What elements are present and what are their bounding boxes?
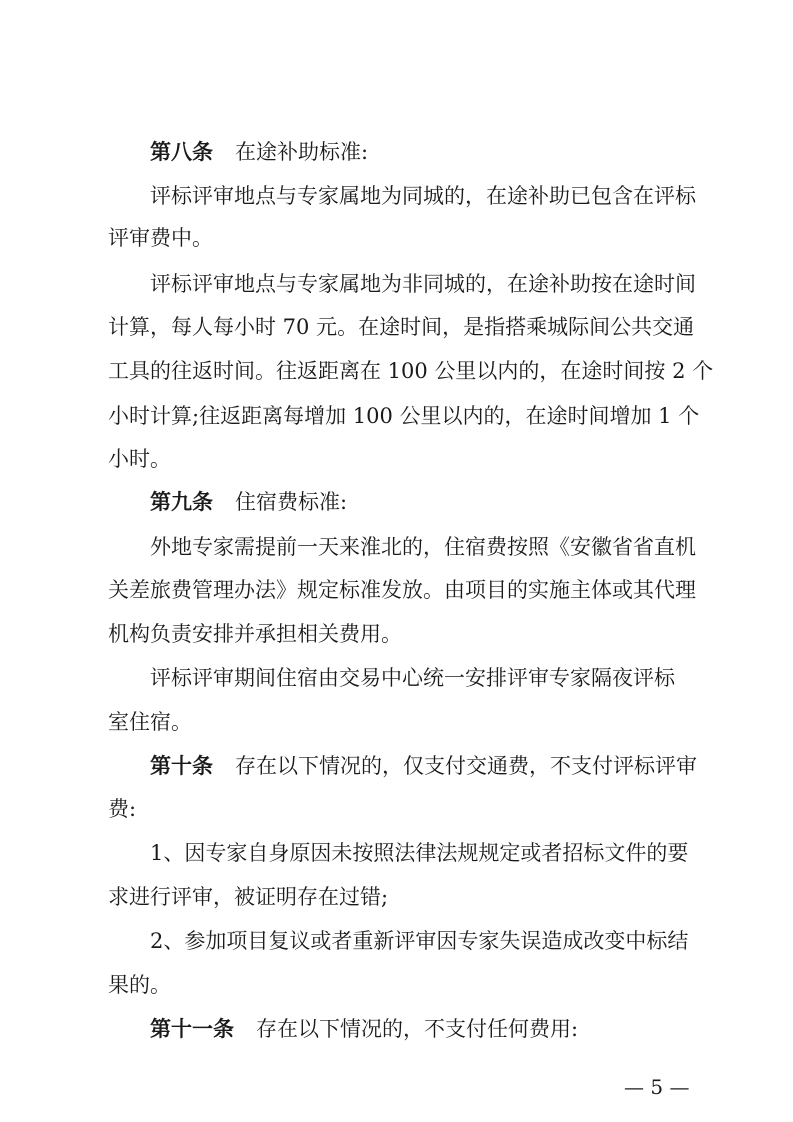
article-11-title: 存在以下情况的，不支付任何费用: [256,1017,579,1041]
article-8-para2-line4: 小时计算;往返距离每增加 100 公里以内的，在途时间增加 1 个 [108,404,700,428]
article-9-para1-line3: 机构负责安排并承担相关费用。 [108,622,402,646]
article-10-item1-line1: 1、因专家自身原因未按照法律法规规定或者招标文件的要 [150,841,689,865]
article-10-item1-line2: 求进行评审，被证明存在过错; [108,885,389,909]
article-8-para2-line1: 评标评审地点与专家属地为非同城的，在途补助按在途时间 [150,272,696,296]
article-8-heading: 第八条 [150,139,213,164]
article-8-para2-line2: 计算，每人每小时 70 元。在途时间，是指搭乘城际间公共交通 [108,315,695,339]
article-10-heading-line [150,753,697,779]
article-9-para1-line2: 关差旅费管理办法》规定标准发放。由项目的实施主体或其代理 [108,578,696,602]
article-10-title: 存在以下情况的，仅支付交通费，不支付评标评审 [235,754,697,778]
page-number: — 5 — [624,1075,690,1099]
article-10-item2-line1: 2、参加项目复议或者重新评审因专家失误造成改变中标结 [150,929,689,953]
article-8-para1-line2: 评审费中。 [108,226,213,250]
article-10-item2-line2: 果的。 [108,973,171,997]
article-9-para1-line1: 外地专家需提前一天来淮北的，住宿费按照《安徽省省直机 [150,535,696,559]
article-8-para1-line1: 评标评审地点与专家属地为同城的，在途补助已包含在评标 [150,184,696,208]
article-8-para2-line5: 小时。 [108,447,171,471]
article-9-para2-line2: 室住宿。 [108,710,192,734]
article-11-heading-line [150,1016,578,1042]
article-8-heading-line [150,139,368,165]
article-8-title: 在途补助标准: [235,140,369,164]
article-9-heading: 第九条 [150,489,213,514]
article-8-para2-line3: 工具的往返时间。往返距离在 100 公里以内的，在途时间按 2 个 [108,359,714,383]
article-9-heading-line [150,489,347,515]
article-10-heading: 第十条 [150,753,213,778]
article-11-heading: 第十一条 [150,1016,234,1041]
article-10-title-cont: 费: [108,797,137,821]
article-9-title: 住宿费标准: [235,490,348,514]
article-9-para2-line1: 评标评审期间住宿由交易中心统一安排评审专家隔夜评标 [150,666,675,690]
